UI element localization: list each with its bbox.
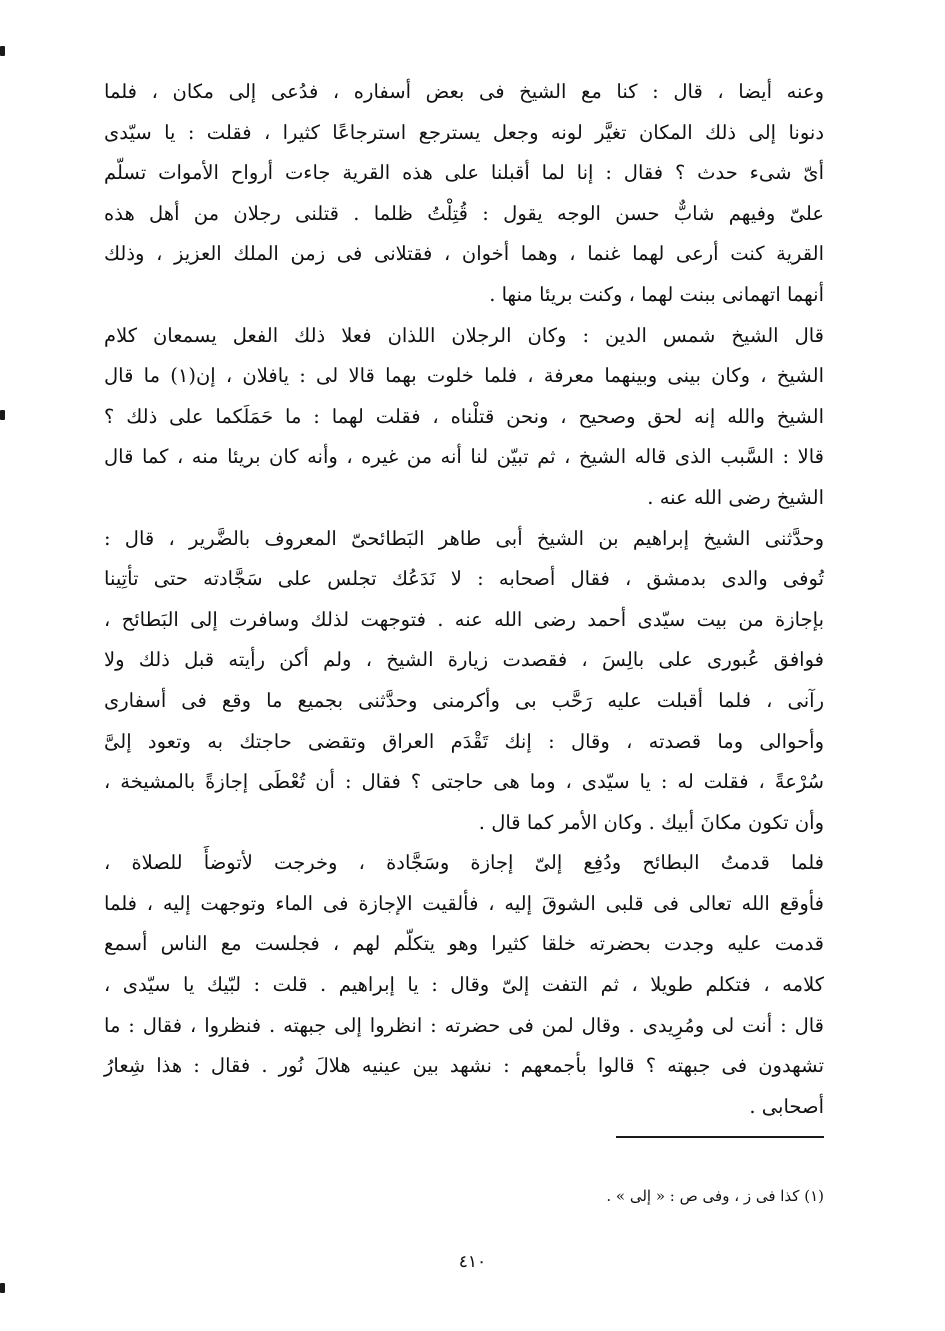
text-line: علىّ وفيهم شابٌّ حسن الوجه يقول : قُتِلْتُ ظلما . قتلنى رجلان من أهل هذه <box>104 201 824 225</box>
page-number: ٤١٠ <box>458 1252 487 1272</box>
main-text-block <box>104 72 824 1127</box>
text-line: قال : أنت لى ومُرِيدى . وقال لمن فى حضرته : انظروا إلى جبهته . فنظروا ، فقال : ما <box>104 1013 824 1037</box>
text-line: وأن تكون مكانَ أبيك . وكان الأمر كما قال . <box>478 810 824 834</box>
text-line: قدمت عليه وجدت بحضرته خلقا كثيرا وهو يتكلّم لهم ، فجلست مع الناس أسمع <box>104 932 824 956</box>
text-line: الشيخ ، وكان بينى وبينهما معرفة ، فلما خلوت بهما قالا لى : يافلان ، إن(١) ما قال <box>104 364 824 388</box>
text-line: وأحوالى وما قصدته ، وقال : إنك تَقْدَم العراق وتقضى حاجتك به وتعود إلىَّ <box>104 729 824 753</box>
text-line: أنهما اتهمانى ببنت لهما ، وكنت بريئا منها . <box>489 282 824 306</box>
text-line: تُوفى والدى بدمشق ، فقال أصحابه : لا نَدَعُك تجلس على سَجَّادته حتى تأتِينا <box>104 567 824 591</box>
text-line: قالا : السَّبب الذى قاله الشيخ ، ثم تبيّن لنا أنه من غيره ، وأنه كان بريئا منه ، كما قال <box>104 445 824 469</box>
text-line: الشيخ والله إنه لحق وصحيح ، ونحن قتلْناه ، فقلت لهما : ما حَمَلَكما على ذلك ؟ <box>104 404 824 428</box>
margin-mark-bottom <box>0 1283 5 1293</box>
text-line: بإجازة من بيت سيّدى أحمد رضى الله عنه . فتوجهت لذلك وسافرت إلى البَطائح ، <box>104 607 824 631</box>
text-line: كلامه ، فتكلم طويلا ، ثم التفت إلىّ وقال : يا إبراهيم . قلت : لبّيك يا سيّدى ، <box>104 973 824 997</box>
text-line: سُرْعةً ، فقلت له : يا سيّدى ، وما هى حاجتى ؟ فقال : أن تُعْطَى إجازةً بالمشيخة ، <box>104 770 824 794</box>
text-line: أىّ شىء حدث ؟ فقال : إنا لما أقبلنا على هذه القرية جاءت أرواح الأموات تسلّم <box>104 161 824 185</box>
text-line: فوافق عُبورى على بالِسَ ، فقصدت زيارة الشيخ ، ولم أكن رأيته قبل ذلك ولا <box>104 648 824 672</box>
footnote-separator <box>616 1136 824 1138</box>
footnote: (١) كذا فى ز ، وفى ص : « إلى » . <box>606 1187 824 1205</box>
text-line: رآنى ، فلما أقبلت عليه رَحَّب بى وأكرمنى وحدَّثنى بجميع ما وقع فى أسفارى <box>104 688 824 712</box>
text-line: القرية كنت أرعى لهما غنما ، وهما أخوان ، فقتلانى فى زمن الملك العزيز ، وذلك <box>104 242 824 266</box>
text-line: الشيخ رضى الله عنه . <box>647 485 824 509</box>
text-line: وحدَّثنى الشيخ إبراهيم بن الشيخ أبى طاهر البَطائحىّ المعروف بالضَّرير ، قال : <box>104 526 824 550</box>
text-line: وعنه أيضا ، قال : كنا مع الشيخ فى بعض أسفاره ، فدُعى إلى مكان ، فلما <box>104 80 824 103</box>
text-line: تشهدون فى جبهته ؟ قالوا بأجمعهم : نشهد بين عينيه هلالَ نُور . فقال : هذا شِعارُ <box>104 1054 824 1078</box>
margin-mark-middle <box>0 410 5 420</box>
margin-mark-top <box>0 46 5 56</box>
text-line: قال الشيخ شمس الدين : وكان الرجلان اللذان فعلا ذلك الفعل يسمعان كلام <box>104 323 824 347</box>
text-line: أصحابى . <box>749 1094 824 1118</box>
text-line: دنونا إلى ذلك المكان تغيَّر لونه وجعل يسترجع استرجاعًا كثيرا ، فقلت : يا سيّدى <box>104 120 824 144</box>
text-line: فلما قدمتُ البطائح ودُفِع إلىّ إجازة وسَجَّادة ، وخرجت لأتوضأَ للصلاة ، <box>104 851 824 875</box>
text-line: فأوقع الله تعالى فى قلبى الشوقَ إليه ، فألقيت الإجازة فى الماء وتوجهت إليه ، فلما <box>104 891 824 915</box>
